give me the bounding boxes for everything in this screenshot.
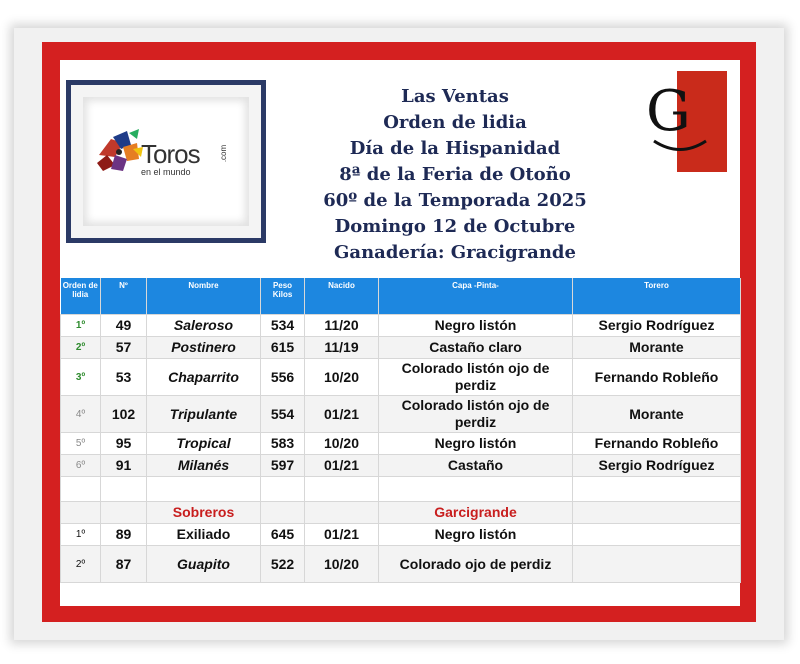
col-numero: Nº bbox=[101, 278, 147, 315]
cell-peso: 534 bbox=[261, 315, 305, 337]
sobreros-label: Sobreros bbox=[147, 502, 261, 524]
cell-capa: Colorado ojo de perdiz bbox=[379, 546, 573, 583]
cell-peso: 554 bbox=[261, 396, 305, 433]
title-orden: Orden de lidia bbox=[383, 112, 527, 133]
cell-peso: 522 bbox=[261, 546, 305, 583]
lidia-card bbox=[60, 60, 740, 606]
cell-orden: 2º bbox=[61, 337, 101, 359]
cell-nombre: Milanés bbox=[147, 455, 261, 477]
cell-nacido: 01/21 bbox=[305, 396, 379, 433]
table-row bbox=[61, 396, 741, 433]
sobreros-ganaderia: Garcigrande bbox=[379, 502, 573, 524]
table-row bbox=[61, 455, 741, 477]
cell-nombre: Exiliado bbox=[147, 524, 261, 546]
table-row bbox=[61, 433, 741, 455]
title-ganaderia: Ganadería: Gracigrande bbox=[334, 242, 576, 263]
cell-numero: 91 bbox=[101, 455, 147, 477]
logo-frame bbox=[66, 80, 266, 243]
cell-nacido: 11/20 bbox=[305, 315, 379, 337]
cell-nacido: 01/21 bbox=[305, 524, 379, 546]
table-row bbox=[61, 315, 741, 337]
cell-capa: Castaño bbox=[379, 455, 573, 477]
sobrero-row bbox=[61, 546, 741, 583]
cell-peso: 645 bbox=[261, 524, 305, 546]
title-feria: 8ª de la Feria de Otoño bbox=[339, 164, 571, 185]
cell-torero: Sergio Rodríguez bbox=[573, 315, 741, 337]
cell-orden: 3º bbox=[61, 359, 101, 396]
cell-nombre: Chaparrito bbox=[147, 359, 261, 396]
col-torero: Torero bbox=[573, 278, 741, 315]
cell-numero: 102 bbox=[101, 396, 147, 433]
cell-nacido: 10/20 bbox=[305, 433, 379, 455]
col-orden: Orden de lidia bbox=[61, 278, 101, 315]
table-header-row bbox=[61, 278, 741, 315]
cell-orden: 4º bbox=[61, 396, 101, 433]
cell-torero: Sergio Rodríguez bbox=[573, 455, 741, 477]
logo-mat bbox=[83, 97, 249, 226]
cell-numero: 87 bbox=[101, 546, 147, 583]
brand-letter: G bbox=[646, 79, 691, 144]
cell-peso: 556 bbox=[261, 359, 305, 396]
cell-capa: Negro listón bbox=[379, 524, 573, 546]
col-nacido: Nacido bbox=[305, 278, 379, 315]
cell-capa: Castaño claro bbox=[379, 337, 573, 359]
cell-orden: 1º bbox=[61, 524, 101, 546]
logo-subtitle: en el mundo bbox=[141, 167, 191, 177]
cell-numero: 49 bbox=[101, 315, 147, 337]
cell-orden: 5º bbox=[61, 433, 101, 455]
cell-torero: Fernando Robleño bbox=[573, 359, 741, 396]
cell-nombre: Postinero bbox=[147, 337, 261, 359]
col-peso: Peso Kilos bbox=[261, 278, 305, 315]
cell-orden: 2º bbox=[61, 546, 101, 583]
cell-nombre: Saleroso bbox=[147, 315, 261, 337]
cell-numero: 57 bbox=[101, 337, 147, 359]
cell-nombre: Tropical bbox=[147, 433, 261, 455]
cell-torero: Fernando Robleño bbox=[573, 433, 741, 455]
cell-capa: Negro listón bbox=[379, 315, 573, 337]
cell-orden: 6º bbox=[61, 455, 101, 477]
cell-nacido: 11/19 bbox=[305, 337, 379, 359]
cell-nombre: Guapito bbox=[147, 546, 261, 583]
cell-peso: 615 bbox=[261, 337, 305, 359]
col-nombre: Nombre bbox=[147, 278, 261, 315]
table-row bbox=[61, 337, 741, 359]
title-plaza: Las Ventas bbox=[401, 86, 509, 107]
cell-peso: 583 bbox=[261, 433, 305, 455]
lidia-table bbox=[60, 278, 741, 583]
title-festividad: Día de la Hispanidad bbox=[349, 138, 561, 159]
logo-wordmark: Toros bbox=[141, 139, 200, 169]
brand-smile-icon bbox=[650, 138, 710, 156]
cell-numero: 89 bbox=[101, 524, 147, 546]
title-temporada: 60º de la Temporada 2025 bbox=[323, 190, 587, 211]
cell-capa: Colorado listón ojo de perdiz bbox=[379, 396, 573, 433]
sobreros-header-row bbox=[61, 502, 741, 524]
cell-nacido: 01/21 bbox=[305, 455, 379, 477]
col-capa: Capa -Pinta- bbox=[379, 278, 573, 315]
event-titles bbox=[305, 84, 605, 266]
logo-domain: .com bbox=[219, 144, 229, 163]
table-row-empty bbox=[61, 477, 741, 502]
cell-capa: Colorado listón ojo de perdiz bbox=[379, 359, 573, 396]
cell-capa: Negro listón bbox=[379, 433, 573, 455]
cell-numero: 95 bbox=[101, 433, 147, 455]
title-fecha: Domingo 12 de Octubre bbox=[334, 216, 576, 237]
cell-numero: 53 bbox=[101, 359, 147, 396]
cell-nacido: 10/20 bbox=[305, 546, 379, 583]
cell-torero: Morante bbox=[573, 337, 741, 359]
bull-logo-icon bbox=[93, 125, 145, 177]
cell-torero: Morante bbox=[573, 396, 741, 433]
cell-peso: 597 bbox=[261, 455, 305, 477]
table-row bbox=[61, 359, 741, 396]
cell-nacido: 10/20 bbox=[305, 359, 379, 396]
cell-orden: 1º bbox=[61, 315, 101, 337]
cell-nombre: Tripulante bbox=[147, 396, 261, 433]
sobrero-row bbox=[61, 524, 741, 546]
